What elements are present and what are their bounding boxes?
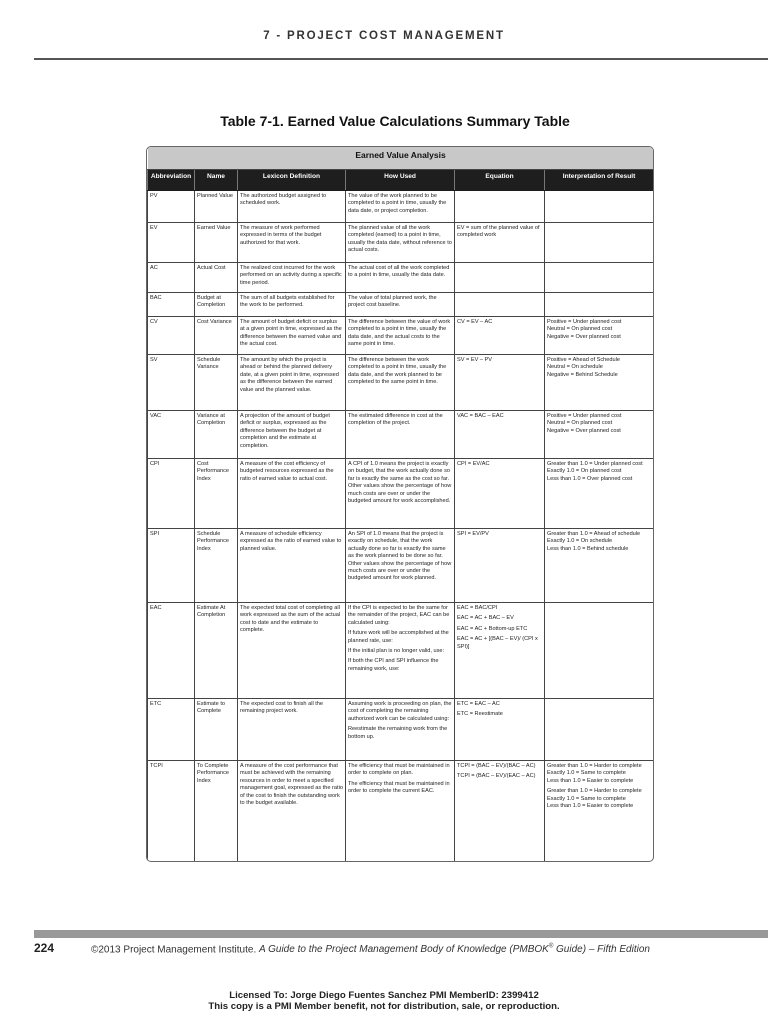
cell-equation — [455, 293, 545, 317]
cell-name: Cost Performance Index — [195, 459, 238, 529]
cell-abbreviation: VAC — [148, 411, 195, 459]
cell-equation — [455, 355, 545, 411]
cell-name: Variance at Completion — [195, 411, 238, 459]
cell-interpretation — [545, 699, 654, 761]
cell-equation — [455, 529, 545, 603]
cell-abbreviation: TCPI — [148, 761, 195, 863]
interpretation-text: Greater than 1.0 = Harder to complete — [547, 763, 642, 769]
interpretation-text: Negative = Over planned cost — [547, 333, 621, 340]
cell-definition: The amount by which the project is ahead or behind the planned delivery date, at a given point in time, expressed as the difference between the earned value and the planned value. — [238, 355, 346, 411]
equation-text: CPI = EV/AC — [457, 461, 490, 467]
cell-how-used — [346, 317, 455, 355]
how-used-text: The value of the work planned to be completed to a point in time, usually the data date, or project completion. — [348, 193, 447, 214]
how-used-text: The efficiency that must be maintained in order to complete on plan. — [348, 763, 450, 777]
table-row — [148, 191, 654, 223]
cell-equation — [455, 223, 545, 263]
cell-interpretation — [545, 529, 654, 603]
license-notice — [0, 990, 768, 1012]
cell-equation — [455, 699, 545, 761]
cell-interpretation — [545, 355, 654, 411]
license-line-2: This copy is a PMI Member benefit, not for distribution, sale, or reproduction. — [208, 1001, 560, 1013]
table-row — [148, 223, 654, 263]
how-used-text: If the CPI is expected to be the same for the remainder of the project, EAC can be calculated using: — [348, 605, 450, 626]
cell-abbreviation: EV — [148, 223, 195, 263]
cell-definition: The amount of budget deficit or surplus at a given point in time, expressed as the difference between the earned value and the actual cost. — [238, 317, 346, 355]
table-caption: Earned Value Analysis — [148, 147, 654, 170]
cell-equation — [455, 603, 545, 699]
cell-definition: The measure of work performed expressed in terms of the budget authorized for that work. — [238, 223, 346, 263]
equation-text: EAC = AC + Bottom-up ETC — [457, 625, 528, 632]
table-row — [148, 263, 654, 293]
cell-abbreviation: SPI — [148, 529, 195, 603]
cell-how-used — [346, 761, 455, 863]
cell-interpretation — [545, 603, 654, 699]
cell-definition: A measure of the cost performance that must be achieved with the remaining resources in order to meet a specified management goal, expressed as the ratio of the cost to finish the outstanding work to the budget available. — [238, 761, 346, 863]
how-used-text: If the initial plan is no longer valid, use: — [348, 647, 445, 654]
table-row — [148, 317, 654, 355]
cell-name: Schedule Variance — [195, 355, 238, 411]
cell-abbreviation: CV — [148, 317, 195, 355]
how-used-text: The value of total planned work, the project cost baseline. — [348, 295, 437, 309]
cell-how-used — [346, 411, 455, 459]
column-header: Lexicon Definition — [238, 170, 346, 191]
cell-name: Cost Variance — [195, 317, 238, 355]
how-used-text: Assuming work is proceeding on plan, the cost of completing the remaining authorized work can be calculated using: — [348, 701, 452, 722]
footer-bar — [34, 930, 768, 938]
interpretation-text: Positive = Ahead of Schedule — [547, 357, 620, 363]
column-header: Name — [195, 170, 238, 191]
cell-name: Actual Cost — [195, 263, 238, 293]
cell-definition: A measure of the cost efficiency of budgeted resources expressed as the ratio of earned value to actual cost. — [238, 459, 346, 529]
cell-interpretation — [545, 191, 654, 223]
cell-equation — [455, 411, 545, 459]
cell-how-used — [346, 699, 455, 761]
how-used-text: If future work will be accomplished at the planned rate, use: — [348, 630, 449, 644]
interpretation-text: Positive = Under planned cost — [547, 413, 622, 419]
cell-name: Earned Value — [195, 223, 238, 263]
equation-text: EV = sum of the planned value of completed work — [457, 225, 540, 239]
cell-how-used — [346, 603, 455, 699]
interpretation-text: Neutral = On planned cost — [547, 326, 613, 333]
cell-definition: A projection of the amount of budget deficit or surplus, expressed as the difference between the budget at completion and the estimate at completion. — [238, 411, 346, 459]
how-used-text: A CPI of 1.0 means the project is exactly on budget, that the work actually done so far is exactly the same as the cost so far. Other values show the percentage of how much costs are over or under the budgeted amount for work accomplished. — [348, 461, 452, 504]
table-row — [148, 699, 654, 761]
interpretation-text: Less than 1.0 = Behind schedule — [547, 545, 629, 552]
cell-definition: The expected cost to finish all the remaining project work. — [238, 699, 346, 761]
cell-name: Schedule Performance Index — [195, 529, 238, 603]
cell-definition: A measure of schedule efficiency expressed as the ratio of earned value to planned value. — [238, 529, 346, 603]
equation-text: EAC = AC + BAC – EV — [457, 615, 514, 622]
interpretation-text: Less than 1.0 = Easier to complete — [547, 777, 634, 784]
cell-how-used — [346, 459, 455, 529]
table-row — [148, 603, 654, 699]
table-row — [148, 761, 654, 863]
interpretation-text: Greater than 1.0 = Harder to complete — [547, 788, 642, 795]
book-title-part-a: A Guide to the Project Management Body of Knowledge (PMBOK — [259, 944, 549, 956]
cell-abbreviation: ETC — [148, 699, 195, 761]
interpretation-text: Greater than 1.0 = Under planned cost — [547, 461, 643, 467]
table-row — [148, 459, 654, 529]
equation-text: EAC = BAC/CPI — [457, 605, 498, 611]
table-row — [148, 355, 654, 411]
interpretation-text: Greater than 1.0 = Ahead of schedule — [547, 531, 641, 537]
table-row — [148, 411, 654, 459]
interpretation-text: Positive = Under planned cost — [547, 319, 622, 325]
header-rule — [34, 58, 768, 60]
cell-how-used — [346, 191, 455, 223]
cell-name: Planned Value — [195, 191, 238, 223]
cell-how-used — [346, 529, 455, 603]
cell-name: To Complete Performance Index — [195, 761, 238, 863]
cell-name: Estimate At Completion — [195, 603, 238, 699]
how-used-text: The estimated difference in cost at the completion of the project. — [348, 413, 443, 427]
cell-name: Budget at Completion — [195, 293, 238, 317]
copyright-prefix: ©2013 Project Management Institute. — [91, 944, 257, 956]
interpretation-text: Exactly 1.0 = Same to complete — [547, 795, 626, 802]
equation-text: CV = EV – AC — [457, 319, 493, 325]
cell-interpretation — [545, 293, 654, 317]
equation-text: TCPI = (BAC – EV)/(EAC – AC) — [457, 773, 536, 780]
column-header: How Used — [346, 170, 455, 191]
cell-name: Estimate to Complete — [195, 699, 238, 761]
cell-definition: The authorized budget assigned to scheduled work. — [238, 191, 346, 223]
how-used-text: The planned value of all the work completed (earned) to a point in time, usually the data date, without reference to actual costs. — [348, 225, 452, 254]
table-row — [148, 293, 654, 317]
cell-interpretation — [545, 761, 654, 863]
table-title: Table 7-1. Earned Value Calculations Summary Table — [220, 113, 570, 129]
cell-abbreviation: AC — [148, 263, 195, 293]
cell-definition: The realized cost incurred for the work performed on an activity during a specific time period. — [238, 263, 346, 293]
earned-value-table — [147, 147, 654, 862]
interpretation-text: Neutral = On schedule — [547, 364, 603, 371]
cell-abbreviation: SV — [148, 355, 195, 411]
equation-text: ETC = Reestimate — [457, 711, 503, 718]
equation-text: SV = EV – PV — [457, 357, 492, 363]
cell-interpretation — [545, 223, 654, 263]
cell-how-used — [346, 293, 455, 317]
cell-abbreviation: BAC — [148, 293, 195, 317]
cell-interpretation — [545, 459, 654, 529]
cell-how-used — [346, 223, 455, 263]
cell-definition: The expected total cost of completing all work expressed as the sum of the actual cost to date and the estimate to complete. — [238, 603, 346, 699]
interpretation-text: Neutral = On planned cost — [547, 420, 613, 427]
how-used-text: The difference between the value of work completed to a point in time, usually the data date, and the actual costs to the same point in time. — [348, 319, 451, 348]
book-title-part-b: Guide) – Fifth Edition — [553, 944, 650, 956]
license-line-1: Licensed To: Jorge Diego Fuentes Sanchez PMI MemberID: 2399412 — [229, 990, 539, 1001]
cell-equation — [455, 263, 545, 293]
equation-text: EAC = AC + [(BAC – EV)/ (CPI x SPI)] — [457, 636, 538, 650]
equation-text: VAC = BAC – EAC — [457, 413, 504, 419]
how-used-text: An SPI of 1.0 means that the project is exactly on schedule, that the work actually done so far is exactly the same as the work planned to be done so far. Other values show the percentage of how much costs are over or under the budgeted amount for work planned. — [348, 531, 452, 582]
interpretation-text: Less than 1.0 = Over planned cost — [547, 475, 633, 482]
column-header: Interpretation of Result — [545, 170, 654, 191]
interpretation-text: Negative = Behind Schedule — [547, 371, 618, 378]
equation-text: SPI = EV/PV — [457, 531, 489, 537]
cell-equation — [455, 317, 545, 355]
cell-equation — [455, 191, 545, 223]
equation-text: TCPI = (BAC – EV)/(BAC – AC) — [457, 763, 536, 769]
cell-abbreviation: CPI — [148, 459, 195, 529]
cell-how-used — [346, 355, 455, 411]
page-number: 224 — [34, 941, 55, 955]
cell-interpretation — [545, 411, 654, 459]
interpretation-text: Exactly 1.0 = Same to complete — [547, 770, 626, 777]
table-row — [148, 529, 654, 603]
cell-interpretation — [545, 263, 654, 293]
how-used-text: The efficiency that must be maintained in order to complete the current EAC. — [348, 780, 450, 795]
cell-equation — [455, 761, 545, 863]
column-header: Abbreviation — [148, 170, 195, 191]
interpretation-text: Exactly 1.0 = On planned cost — [547, 468, 622, 475]
interpretation-text: Negative = Over planned cost — [547, 427, 621, 434]
cell-definition: The sum of all budgets established for the work to be performed. — [238, 293, 346, 317]
how-used-text: Reestimate the remaining work from the bottom up. — [348, 726, 448, 740]
cell-abbreviation: EAC — [148, 603, 195, 699]
how-used-text: The difference between the work completed to a point in time, usually the data date, and the work planned to be completed to the same point in time. — [348, 357, 447, 386]
equation-text: ETC = EAC – AC — [457, 701, 500, 707]
chapter-header: 7 - PROJECT COST MANAGEMENT — [263, 30, 505, 42]
cell-interpretation — [545, 317, 654, 355]
registered-mark: ® — [548, 944, 554, 950]
earned-value-table-container — [146, 146, 654, 862]
how-used-text: If both the CPI and SPI influence the remaining work, use: — [348, 658, 439, 672]
interpretation-text: Exactly 1.0 = On schedule — [547, 538, 613, 545]
copyright-line — [91, 944, 650, 955]
cell-abbreviation: PV — [148, 191, 195, 223]
cell-equation — [455, 459, 545, 529]
cell-how-used — [346, 263, 455, 293]
column-header: Equation — [455, 170, 545, 191]
how-used-text: The actual cost of all the work completed to a point in time, usually the data date. — [348, 265, 450, 279]
interpretation-text: Less than 1.0 = Easier to complete — [547, 802, 634, 809]
